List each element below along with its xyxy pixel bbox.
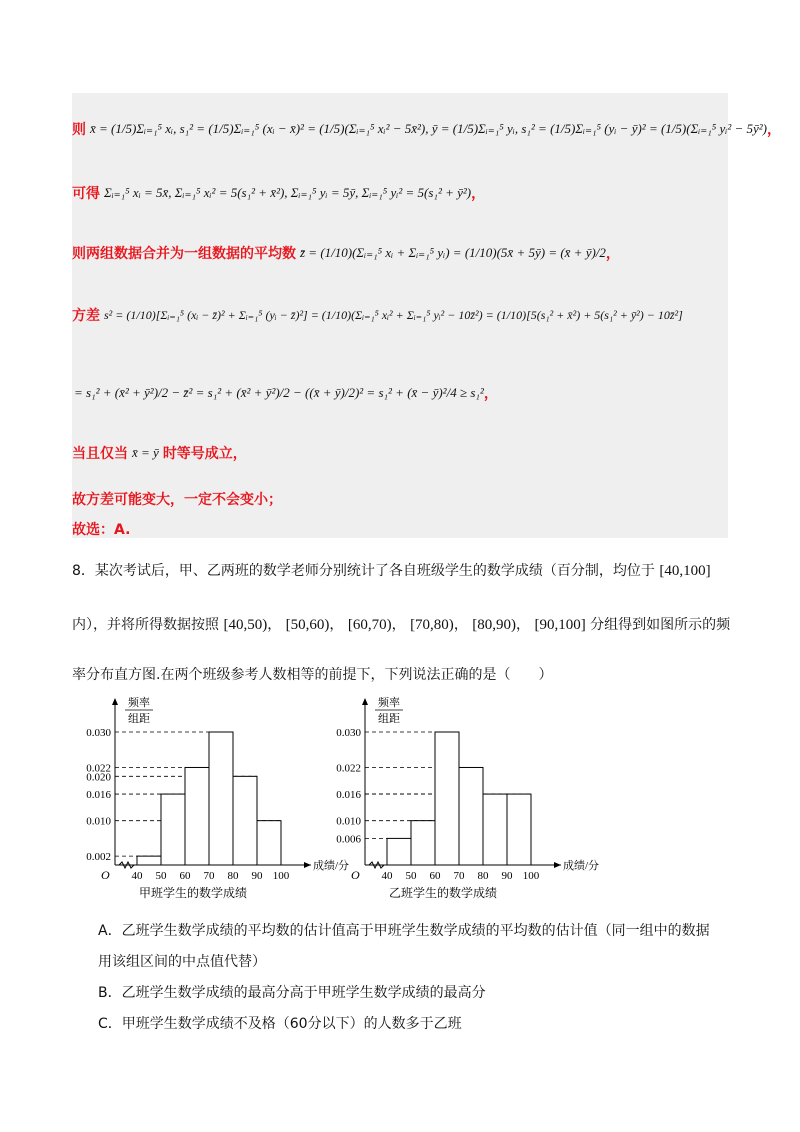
y-tick-label: 0.002 [86, 851, 111, 864]
histogram-bar [507, 794, 531, 865]
question-text: 分组得到如图所示的频 [590, 617, 731, 633]
solution-comma: ， [471, 186, 486, 202]
x-tick-label: 90 [251, 870, 263, 882]
x-axis-label: 成绩/分 [563, 860, 600, 872]
option-b: B．乙班学生数学成绩的最高分高于甲班学生数学成绩的最高分 [98, 985, 486, 1001]
y-tick-label: 0.016 [336, 789, 361, 802]
formula-combined-mean: z̄ = (1/10)(Σᵢ₌₁⁵ xᵢ + Σᵢ₌₁⁵ yᵢ) = (1/10)(5x̄ + 5ȳ) = (x̄ + ȳ)/2 [300, 245, 606, 260]
solution-comma: ， [483, 386, 498, 402]
solution-line-2 [72, 183, 485, 203]
histogram-bar [435, 732, 459, 865]
x-tick-label: 100 [272, 870, 290, 882]
y-tick-label: 0.030 [86, 727, 111, 739]
y-axis-arrow [362, 698, 368, 705]
solution-label-mean: 则两组数据合并为一组数据的平均数 [72, 246, 296, 262]
solution-comma: ， [767, 122, 781, 138]
solution-line-5 [72, 383, 498, 403]
histogram-bar [185, 767, 209, 865]
origin-label: O [351, 868, 360, 882]
solution-text-equality: 时等号成立， [162, 446, 247, 462]
formula-means-variances: x̄ = (1/5)Σᵢ₌₁⁵ xᵢ, s₁² = (1/5)Σᵢ₌₁⁵ (xᵢ − x̄)² = (1/5)(Σᵢ₌₁⁵ xᵢ² − 5x̄²), ȳ = (1/5)Σᵢ₌₁⁵ yᵢ, s₁² = (1/5)Σᵢ₌₁⁵ (yᵢ − ȳ)² = (1/5)(Σᵢ₌₁⁵ yᵢ² − 5ȳ²) [90, 121, 767, 136]
y-tick-label: 0.020 [86, 771, 111, 784]
histogram-bar [161, 794, 185, 865]
y-tick-label: 0.006 [336, 833, 361, 846]
question-text: 8．某次考试后，甲、乙两班的数学老师分别统计了各自班级学生的数学成绩（百分制，均位于 [72, 563, 655, 579]
histogram-class-b [310, 690, 600, 905]
solution-label-variance: 方差 [72, 308, 100, 324]
histogram-bar [137, 856, 161, 865]
question-text: 内），并将所得数据按照 [72, 617, 219, 633]
histogram-bar [257, 821, 281, 865]
x-tick-label: 80 [477, 870, 489, 882]
question-line-1 [72, 560, 711, 580]
x-tick-label: 50 [155, 870, 167, 882]
solution-label-ze: 则 [72, 122, 86, 138]
y-axis-arrow [112, 698, 118, 705]
solution-line-8 [72, 519, 130, 539]
option-a-line-1: A．乙班学生数学成绩的平均数的估计值高于甲班学生数学成绩的平均数的估计值（同一组中的数据 [98, 923, 710, 939]
y-label-bottom: 组距 [378, 713, 400, 725]
solution-line-4 [72, 305, 683, 325]
separator: ， [516, 617, 531, 633]
y-label-top: 频率 [378, 697, 400, 709]
y-label-bottom: 组距 [128, 713, 150, 725]
question-line-2 [72, 614, 730, 634]
solution-comma: ， [605, 246, 620, 262]
x-axis-arrow [554, 862, 561, 868]
solution-line-3 [72, 243, 620, 263]
chart-title: 甲班学生的数学成绩 [138, 886, 248, 900]
group-interval: [80,90) [472, 617, 517, 633]
y-tick-label: 0.022 [336, 762, 361, 775]
y-tick-label: 0.010 [336, 815, 361, 828]
x-tick-label: 70 [203, 870, 215, 882]
x-tick-label: 40 [131, 870, 143, 882]
x-tick-label: 50 [405, 870, 417, 882]
formula-equal-means: x̄ = ȳ [132, 445, 159, 460]
option-c: C．甲班学生数学成绩不及格（60分以下）的人数多于乙班 [98, 1016, 462, 1032]
x-tick-label: 70 [453, 870, 465, 882]
x-tick-label: 90 [501, 870, 513, 882]
separator: ， [453, 617, 468, 633]
option-a-line-2: 用该组区间的中点值代替） [98, 954, 266, 970]
y-tick-label: 0.030 [336, 727, 361, 739]
formula-sums: Σᵢ₌₁⁵ xᵢ = 5x̄, Σᵢ₌₁⁵ xᵢ² = 5(s₁² + x̄²), Σᵢ₌₁⁵ yᵢ = 5ȳ, Σᵢ₌₁⁵ yᵢ² = 5(s₁² + ȳ²) [104, 185, 472, 200]
question-text: 率分布直方图.在两个班级参考人数相等的前提下，下列说法正确的是（ ） [72, 667, 553, 683]
group-interval: [70,80) [410, 617, 454, 633]
x-tick-label: 40 [381, 870, 393, 882]
x-tick-label: 80 [227, 870, 239, 882]
histogram-bar [209, 732, 233, 865]
x-tick-label: 100 [522, 870, 540, 882]
solution-text-iff: 当且仅当 [72, 446, 128, 462]
histogram-bar [387, 838, 411, 865]
y-tick-label: 0.010 [86, 815, 111, 828]
solution-answer: 故选：A. [72, 522, 131, 538]
histogram-bar [411, 821, 435, 865]
solution-conclusion: 故方差可能变大，一定不会变小； [72, 492, 282, 508]
group-interval: [90,100] [534, 617, 586, 633]
group-interval: [50,60) [285, 617, 330, 633]
x-axis-label: 成绩/分 [313, 860, 350, 872]
group-interval: [60,70) [347, 617, 392, 633]
solution-line-7 [72, 489, 282, 509]
group-interval: [40,50) [223, 617, 268, 633]
histogram-bar [459, 767, 483, 865]
histogram-bar [483, 794, 507, 865]
solution-line-6 [72, 443, 247, 463]
formula-combined-variance: s² = (1/10)[Σᵢ₌₁⁵ (xᵢ − z̄)² + Σᵢ₌₁⁵ (yᵢ − z̄)²] = (1/10)(Σᵢ₌₁⁵ xᵢ² + Σᵢ₌₁⁵ yᵢ² − 10z̄²) = (1/10)[5(s₁² + x̄²) + 5(s₁² + ȳ²) − 10z̄²] [104, 307, 683, 322]
separator: ， [391, 617, 406, 633]
separator: ， [267, 617, 282, 633]
solution-label-kede: 可得 [72, 186, 100, 202]
separator: ， [329, 617, 344, 633]
solution-line-1 [72, 119, 781, 139]
score-range: [40,100] [659, 563, 711, 579]
y-tick-label: 0.022 [86, 762, 111, 775]
question-line-3 [72, 664, 552, 684]
y-label-top: 频率 [128, 697, 150, 709]
formula-variance-bound: = s₁² + (x̄² + ȳ²)/2 − z̄² = s₁² + (x̄² + ȳ²)/2 − ((x̄ + ȳ)/2)² = s₁² + (x̄ − ȳ)²/4 ≥ s₁² [74, 385, 484, 400]
origin-label: O [101, 868, 110, 882]
x-tick-label: 60 [429, 870, 441, 882]
histogram-bar [233, 776, 257, 865]
chart-title: 乙班学生的数学成绩 [388, 886, 498, 900]
y-tick-label: 0.016 [86, 789, 111, 802]
x-tick-label: 60 [179, 870, 191, 882]
solution-block [72, 93, 781, 538]
